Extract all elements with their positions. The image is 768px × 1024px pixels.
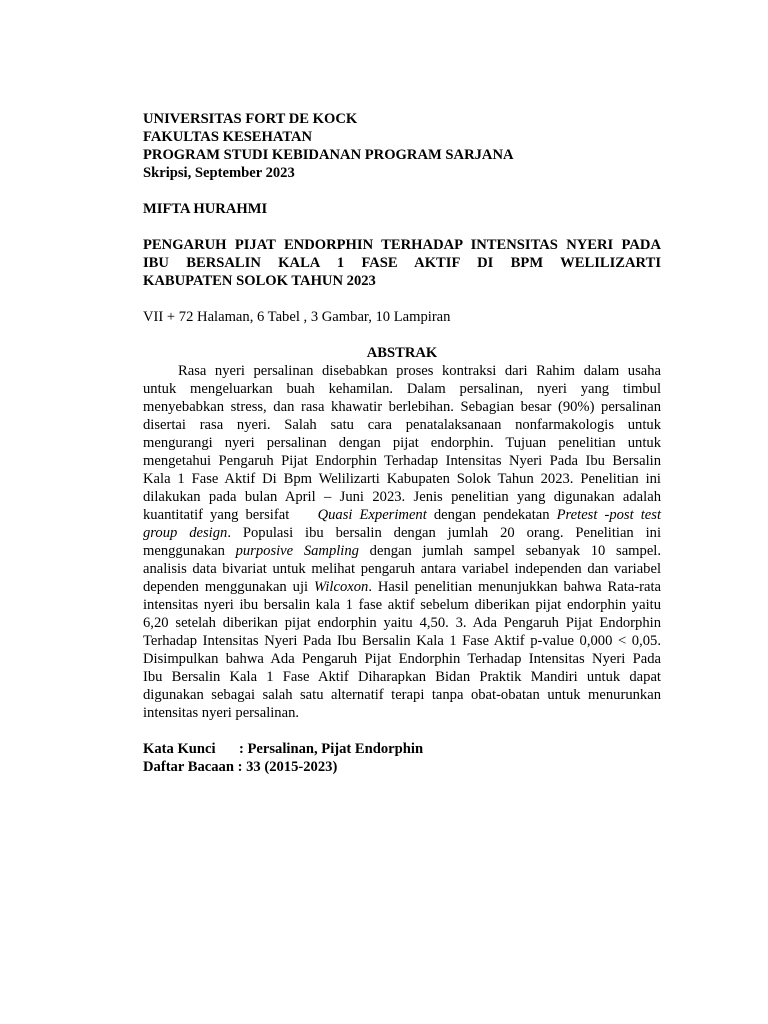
abstract-line xyxy=(143,578,661,596)
abstract-line: digunakan sebagai salah satu alternatif terapi tanpa obat-obatan untuk menurunkan xyxy=(143,687,661,703)
abstract-body xyxy=(143,362,661,722)
method-term: Wilcoxon xyxy=(314,579,369,595)
abstract-line: analisis data bivariat untuk melihat pengaruh antara variabel independen dan variabel xyxy=(143,561,661,577)
keywords-row xyxy=(143,740,661,758)
abstract-text: dengan pendekatan xyxy=(433,507,550,523)
method-term: purposive Sampling xyxy=(235,543,359,559)
title-line: IBU BERSALIN KALA 1 FASE AKTIF DI BPM WELILIZARTI xyxy=(143,255,661,271)
abstract-line: untuk mengeluarkan buah kehamilan. Dalam persalinan, nyeri yang timbul xyxy=(143,381,661,397)
keywords-value: : Persalinan, Pijat Endorphin xyxy=(239,741,424,757)
abstract-line xyxy=(143,506,661,524)
abstract-line: intensitas nyeri ibu bersalin kala 1 fase aktif sebelum diberikan pijat endorphin yaitu xyxy=(143,597,661,613)
abstract-line: mengurangi nyeri persalinan dengan pijat endorphin. Tujuan penelitian untuk xyxy=(143,435,661,451)
abstract-heading: ABSTRAK xyxy=(366,345,438,361)
page-count-info: VII + 72 Halaman, 6 Tabel , 3 Gambar, 10 Lampiran xyxy=(143,309,451,325)
abstract-line: dilakukan pada bulan April – Juni 2023. Jenis penelitian yang digunakan adalah xyxy=(143,489,661,505)
abstract-line: 6,20 setelah diberikan pijat endorphin yaitu 4,50. 3. Ada Pengaruh Pijat Endorphin xyxy=(143,615,661,631)
abstract-page xyxy=(143,110,661,776)
abstract-text: dependen menggunakan uji xyxy=(143,579,309,595)
title-line: KABUPATEN SOLOK TAHUN 2023 xyxy=(143,273,376,289)
abstract-text: kuantitatif yang bersifat xyxy=(143,507,290,523)
abstract-line xyxy=(143,524,661,542)
faculty-name: FAKULTAS KESEHATAN xyxy=(143,129,313,145)
institution-header xyxy=(143,110,661,182)
abstract-line: Terhadap Intensitas Nyeri Pada Ibu Bersalin Kala 1 Fase Aktif p-value 0,000 < 0,05. xyxy=(143,633,661,649)
method-term: Quasi Experiment xyxy=(317,507,427,523)
references-label: Daftar Bacaan xyxy=(143,759,234,775)
method-term: Pretest -post test xyxy=(556,507,662,523)
abstract-line: intensitas nyeri persalinan. xyxy=(143,705,300,721)
method-term: group design xyxy=(143,525,228,541)
references-value: : 33 (2015-2023) xyxy=(237,759,338,775)
abstract-line: mengetahui Pengaruh Pijat Endorphin Terhadap Intensitas Nyeri Pada Ibu Bersalin xyxy=(143,453,661,469)
abstract-text: dengan jumlah sampel sebanyak 10 sampel. xyxy=(369,543,662,559)
abstract-line: Disimpulkan bahwa Ada Pengaruh Pijat Endorphin Terhadap Intensitas Nyeri Pada xyxy=(143,651,661,667)
abstract-line: menyebabkan stress, dan rasa khawatir berlebihan. Sebagian besar (90%) persalinan xyxy=(143,399,661,415)
abstract-line xyxy=(143,542,661,560)
title-line: PENGARUH PIJAT ENDORPHIN TERHADAP INTENSITAS NYERI PADA xyxy=(143,237,661,253)
abstract-text: menggunakan xyxy=(143,543,225,559)
university-name: UNIVERSITAS FORT DE KOCK xyxy=(143,111,358,127)
keywords-block xyxy=(143,740,661,776)
abstract-line: Kala 1 Fase Aktif Di Bpm Welilizarti Kabupaten Solok Tahun 2023. Penelitian ini xyxy=(143,471,661,487)
abstract-text: . Hasil penelitian menunjukkan bahwa Rata-rata xyxy=(368,579,661,595)
abstract-text: . Populasi ibu bersalin dengan jumlah 20 orang. Penelitian ini xyxy=(227,525,662,541)
thesis-title xyxy=(143,236,661,290)
author-name: MIFTA HURAHMI xyxy=(143,201,268,217)
abstract-line: Rasa nyeri persalinan disebabkan proses kontraksi dari Rahim dalam usaha xyxy=(178,363,661,379)
abstract-line: Ibu Bersalin Kala 1 Fase Aktif Diharapkan Bidan Praktik Mandiri untuk dapat xyxy=(143,669,661,685)
keywords-label: Kata Kunci xyxy=(143,741,216,757)
study-program: PROGRAM STUDI KEBIDANAN PROGRAM SARJANA xyxy=(143,147,514,163)
thesis-date: Skripsi, September 2023 xyxy=(143,165,295,181)
references-row xyxy=(143,758,661,776)
abstract-line: disertai rasa nyeri. Salah satu cara penatalaksanaan nonfarmakologis untuk xyxy=(143,417,661,433)
